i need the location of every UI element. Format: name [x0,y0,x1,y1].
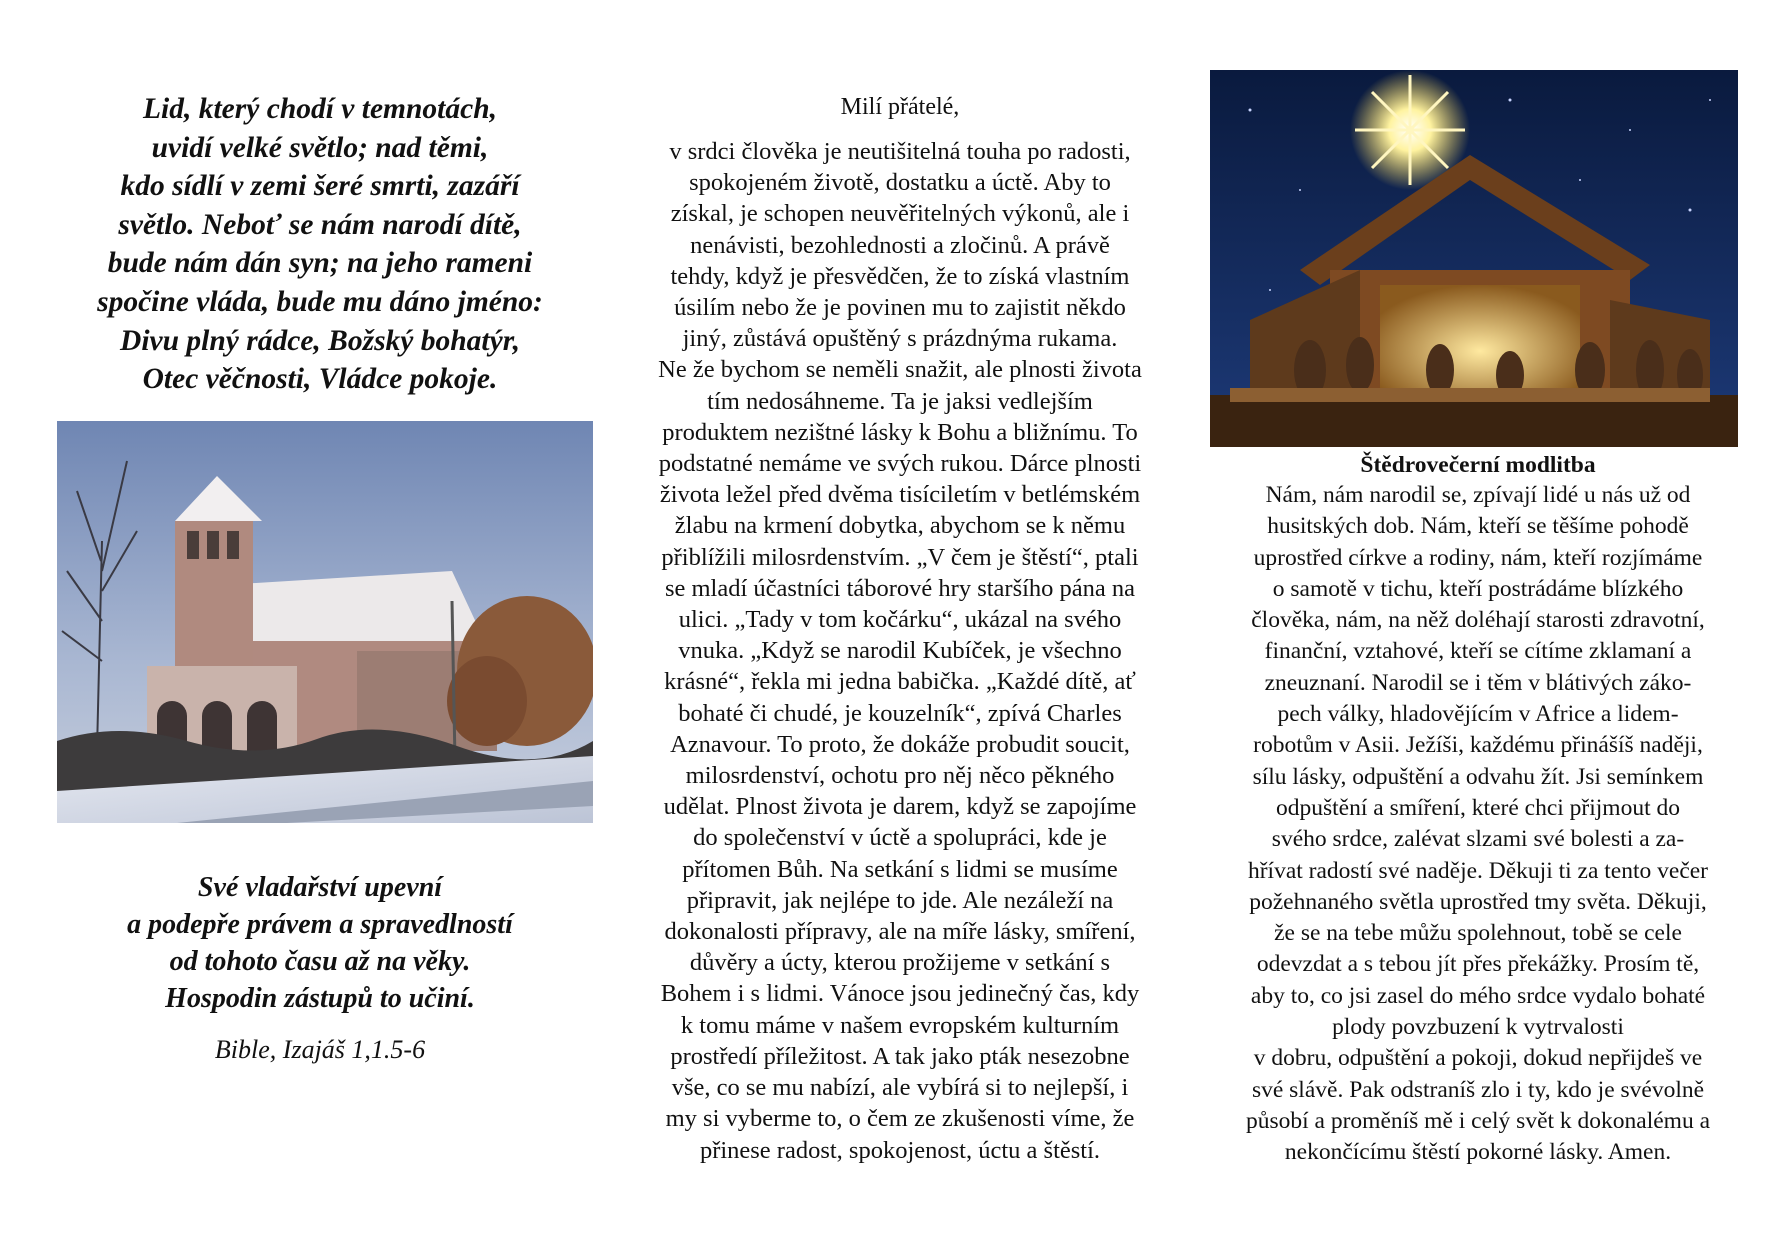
text-line: udělat. Plnost života je darem, když se zapojíme [663,793,1137,821]
text-line: sílu lásky, odpuštění a odvahu žít. Jsi semínkem [1252,763,1704,790]
text-line: že se na tebe můžu spolehnout, tobě se cele [1274,920,1682,947]
text-line: Aznavour. To proto, že dokáže probudit soucit, [670,730,1130,758]
prayer-body [1208,480,1748,1169]
text-line: k tomu máme v našem evropském kulturním [680,1011,1120,1039]
text-line: o samotě v tichu, kteří postrádáme blízkého [1272,575,1684,602]
text-line: odpuštění a smíření, které chci přijmout do [1276,794,1680,821]
text-line: pech války, hladovějícím v Africe a lidem- [1277,701,1679,728]
text-line: připravit, jak nejlépe to jde. Ale nezáleží na [686,886,1114,914]
text-line: tím nedosáhneme. Ta je jaksi vedlejším [707,387,1093,415]
text-line: uprostřed církve a rodiny, nám, kteří rozjímáme [1253,544,1703,571]
letter-salutation: Milí přátelé, [840,94,960,120]
text-line: Divu plný rádce, Božský bohatýr, [120,324,520,357]
text-line: Lid, který chodí v temnotách, [143,93,497,125]
text-line: světlo. Neboť se nám narodí dítě, [118,208,522,241]
text-line: robotům v Asii. Ježíši, každému přinášíš naději, [1253,732,1703,759]
text-line: aby to, co jsi zasel do mého srdce vydalo bohaté [1250,982,1706,1009]
church-photo [57,421,593,823]
text-line: působí a proměníš mě i celý svět k dokonalému a [1245,1107,1711,1134]
text-line: přiblížili milosrdenstvím. „V čem je štěstí“, ptali [661,543,1139,571]
text-line: bude nám dán syn; na jeho rameni [107,247,533,280]
text-line: tehdy, když je přesvědčen, že to získá vlastním [670,262,1130,290]
prayer-title: Štědrovečerní modlitba [1360,452,1596,478]
text-line: od tohoto času až na věky. [169,946,471,977]
text-line: žlabu na krmení dobytka, abychom se k němu [674,512,1126,540]
bible-citation: Bible, Izajáš 1,1.5-6 [214,1035,426,1064]
text-line: požehnaného světla uprostřed tmy světa. Děkuji, [1249,888,1707,915]
text-line: své slávě. Pak odstraníš zlo i ty, kdo je svévolně [1251,1076,1705,1103]
text-line: v srdci člověka je neutišitelná touha po radosti, [669,138,1131,165]
text-line: do společenství v úctě a spolupráci, kde je [693,824,1107,852]
text-line: odevzdat a s tebou jít přes překážky. Prosím tě, [1256,951,1700,978]
text-line: finanční, vztahové, kteří se cítíme zklamaní a [1264,638,1692,665]
text-line: dokonalosti přípravy, ale na míře lásky, smíření, [664,918,1136,946]
text-line: přítomen Bůh. Na setkání s lidmi se musíme [682,855,1118,883]
bible-verse-bottom [55,869,585,1017]
text-line: ulici. „Tady v tom kočárku“, ukázal na svého [678,606,1122,634]
text-line: Otec věčnosti, Vládce pokoje. [142,363,498,396]
text-line: husitských dob. Nám, kteří se těšíme pohodě [1267,513,1689,540]
text-line: úsilím nebo že je povinen mu to zajistit někdo [674,294,1126,322]
text-line: krásné“, řekla mi jedna babička. „Každé dítě, ať [664,668,1136,696]
text-line: nekončícímu štěstí pokorné lásky. Amen. [1284,1139,1672,1166]
letter-body [620,136,1180,1166]
text-line: života ležel před dvěma tisíciletím v betlémském [659,481,1141,509]
text-line: přinese radost, spokojenost, úctu a štěstí. [699,1136,1101,1164]
text-line: prostředí příležitost. A tak jako pták nesezobne [670,1042,1130,1070]
text-line: Bohem i s lidmi. Vánoce jsou jedinečný čas, kdy [660,980,1140,1008]
text-line: jiný, zůstává opuštěný s prázdnýma rukama. [682,325,1118,353]
text-line: důvěry a úcty, kterou prožijeme v setkání s [689,949,1111,977]
text-line: nenávisti, bezohlednosti a zločinů. A právě [690,231,1110,259]
text-line: Nám, nám narodil se, zpívají lidé u nás už od [1265,482,1691,508]
text-line: milosrdenství, ochotu pro něj něco pěkného [685,762,1115,790]
text-line: se mladí účastníci táborové hry staršího pána na [664,574,1136,602]
bible-verse-top [55,90,585,399]
text-line: Hospodin zástupů to učiní. [165,983,475,1014]
text-line: zneuznaní. Narodil se i těm v blátivých záko- [1264,669,1692,696]
text-line: plody povzbuzení k vytrvalosti [1332,1014,1624,1041]
text-line: my si vyberme to, o čem ze zkušenosti víme, že [665,1105,1135,1133]
text-line: produktem nezištné lásky k Bohu a bližnímu. To [662,418,1138,446]
text-line: svého srdce, zalévat slzami své bolesti a za- [1271,826,1685,853]
nativity-scene-photo [1210,70,1738,447]
text-line: člověka, nám, na něž doléhají starosti zdravotní, [1251,607,1705,634]
text-line: v dobru, odpuštění a pokoji, dokud nepřijdeš ve [1253,1045,1703,1072]
text-line: a podepře právem a spravedlností [127,909,513,940]
text-line: Své vladařství upevní [197,872,443,903]
text-line: spokojeném životě, dostatku a úctě. Aby to [689,169,1111,197]
text-line: uvidí velké světlo; nad těmi, [151,131,489,164]
text-line: podstatné nemáme ve svých rukou. Dárce plnosti [658,450,1142,478]
text-line: spočine vláda, bude mu dáno jméno: [97,285,543,318]
text-line: vnuka. „Když se narodil Kubíček, je všechno [678,637,1122,665]
text-line: získal, je schopen neuvěřitelných výkonů, ale i [670,200,1130,228]
text-line: bohaté či chudé, je kouzelník“, zpívá Charles [678,699,1122,727]
text-line: Ne že bychom se neměli snažit, ale plnosti života [658,356,1142,384]
text-line: kdo sídlí v zemi šeré smrti, zazáří [120,170,520,203]
text-line: vše, co se mu nabízí, ale vybírá si to nejlepší, i [671,1074,1129,1102]
text-line: hřívat radostí své naděje. Děkuji ti za tento večer [1247,857,1709,884]
